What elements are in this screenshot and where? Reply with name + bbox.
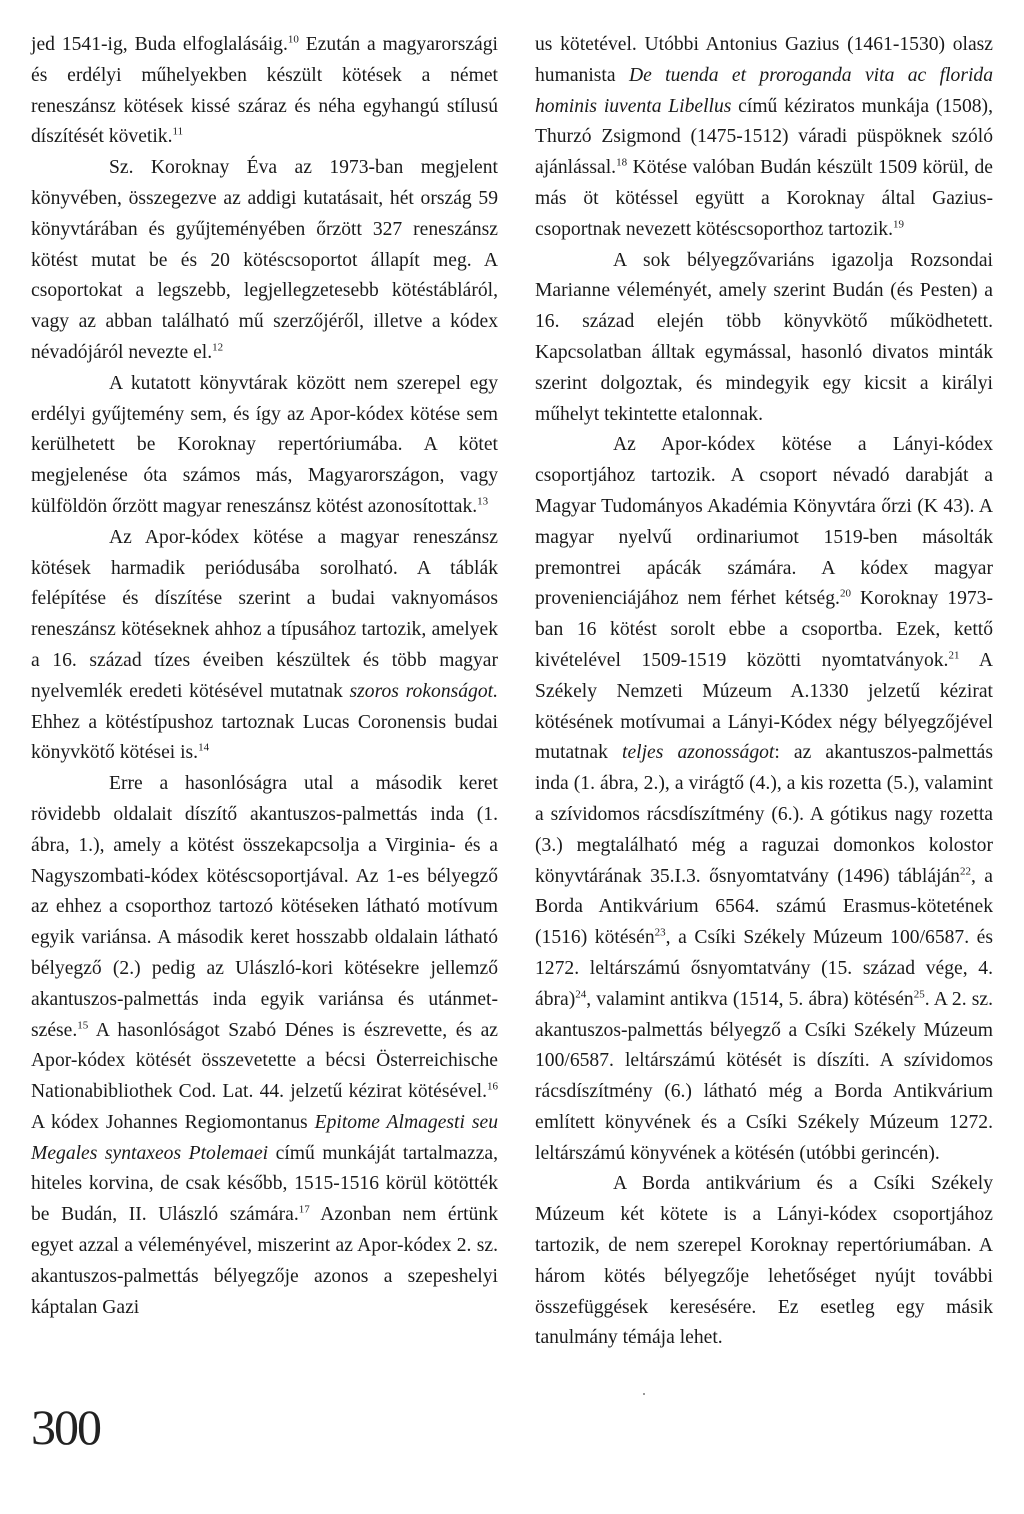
right-column	[535, 30, 993, 1354]
paragraph: A sok bélyegzővariáns igazolja Rozsondai Marianne véleményét, amely szerint Budán (és Pesten) a 16. század elején több könyvkötő működhetett. Kapcsolatban álltak egymással, hasonló divatos minták szerint dolgoztak, és mindegyik egy kicsit a királyi műhelyt tekintette etalonnak.	[535, 249, 993, 425]
page-number: 300	[31, 1399, 100, 1455]
paragraph: A Borda antikvárium és a Csíki Székely Múzeum két kötete is a Lányi-kódex csoportjához tartozik, de nem szerepel Koroknay repertóriumában. A három kötés bélyegzője lehetőséget nyújt további összefüggések keresésére. Ez esetleg egy másik tanulmány témája lehet.	[535, 1173, 993, 1349]
paragraph: Erre a hasonlóságra utal a második keret rövidebb oldalait díszítő akantuszos-palmettás inda (1. ábra, 1.), amely a kötést összekapcsolja a Virginia- és a Nagyszombati-kódex kötéscsoportjával. Az 1-es bélyegző az ehhez a csoporthoz tartozó kötéseken látható motívum egyik variánsa. A második keret hosszabb oldalain látható bélyegző (2.) pedig az Ulászló-kori kötésekre jellemző akantuszos-palmettás inda egyik variánsa és utánmetszése.$^{15}$ A hasonlóságot Szabó Dénes is észrevette, és az Apor-kódex kötését összevetette a bécsi Österreichische Nationabibliothek Cod. Lat. 44. jelzetű kézirat kötésével.$^{16}$ A kódex Johannes Regiomontanus Epitome Almagesti seu Megales syntaxeos Ptolemaei című munkáját tartalmazza, hiteles korvina, de csak később, 1515-1516 körül kötötték be Budán, II. Ulászló számára.$^{17}$ Azonban nem értünk egyet azzal a véleményével, miszerint az Apor-kódex 2. sz. akantuszos-palmettás bélyegzője azonos a szepeshelyi káptalan Gazi	[31, 773, 498, 1318]
paragraph: A kutatott könyvtárak között nem szerepel egy erdélyi gyűjtemény sem, és így az Apor-kódex kötése sem kerülhetett be Koroknay repertóriumába. A kötet megjelenése óta számos más, Magyarországon, vagy külföldön őrzött magyar reneszánsz kötést azonosítottak.$^{13}$	[31, 372, 498, 517]
paragraph: Az Apor-kódex kötése a magyar reneszánsz kötések harmadik periódusába sorolható. A táblák felépítése és díszítése szerint a budai vaknyomásos reneszánsz kötéseknek ahhoz a típusához tartozik, amelyek a 16. század tízes éveiben készültek és több magyar nyelvemlék eredeti kötésével mutatnak szoros rokonságot. Ehhez a kötéstípushoz tartoznak Lucas Coronensis budai könyvkötő kötései is.$^{14}$	[31, 526, 498, 764]
paragraph: Sz. Koroknay Éva az 1973-ban megjelent könyvében, összegezve az addigi kutatásait, hét ország 59 könyvtárában és gyűjteményében őrzött 327 reneszánsz kötést mutat be és 20 kötéscsoportot állapít meg. A csoportokat a legszebb, legjellegzetesebb kötéstábláról, vagy az abban található mű szerzőjéről, illetve a kódex névadójáról nevezte el.$^{12}$	[31, 157, 498, 363]
paragraph: us kötetével. Utóbbi Antonius Gazius (1461-1530) olasz humanista De tuenda et proroganda vita ac florida hominis iuventa Libellus című kéziratos munkája (1508), Thurzó Zsigmond (1475-1512) váradi püspöknek szóló ajánlással.$^{18}$ Kötése valóban Budán készült 1509 körül, de más öt kötéssel együtt a Koroknay által Gazius-csoportnak nevezett kötéscsoporthoz tartozik.$^{19}$	[535, 34, 993, 240]
paragraph: Az Apor-kódex kötése a Lányi-kódex csoportjához tartozik. A csoport névadó darabját a Magyar Tudományos Akadémia Könyvtára őrzi (K 43). A magyar nyelvű ordinariumot 1519-ben másolták premontrei apácák számára. A kódex magyar provenienciájához nem férhet kétség.$^{20}$ Koroknay 1973-ban 16 kötést sorolt ebbe a csoportba. Ezek, kettő kivételével 1509-1519 közötti nyomtatványok.$^{21}$ A Székely Nemzeti Múzeum A.1330 jelzetű kézirat kötésének motívumai a Lányi-Kódex négy bélyegzőjével mutatnak teljes azonosságot: az akantuszos-palmettás inda (1. ábra, 2.), a virágtő (4.), a kis rozetta (5.), valamint a szívidomos rácsdíszítmény (6.). A gótikus nagy rozetta (3.) megtalálható még a raguzai domonkos kolostor könyvtárának 35.I.3. ősnyomtatvány (1496) tábláján$^{22}$, a Borda Antikvárium 6564. számú Erasmus-kötetének (1516) kötésén$^{23}$, a Csíki Székely Múzeum 100/6587. és 1272. leltárszámú ősnyomtatvány (15. század vége, 4. ábra)$^{24}$, valamint antikva (1514, 5. ábra) kötésén$^{25}$. A 2. sz. akantuszos-palmettás bélyegző a Csíki Székely Múzeum 100/6587. leltárszámú kötését is díszíti. A szívidomos rácsdíszítmény (6.) látható még a Borda Antikvárium említett könyvének és a Csíki Székely Múzeum 1272. leltárszámú könyvének a kötésén (utóbbi gerincén).	[535, 434, 994, 1164]
left-column	[31, 30, 498, 1323]
print-speck	[643, 1393, 645, 1395]
paragraph: jed 1541-ig, Buda elfoglalásáig.$^{10}$ Ezután a magyarországi és erdélyi műhelyekben készült kötések a német reneszánsz kötések kissé száraz és néha egyhangú stílusú díszítését követik.$^{11}$	[31, 33, 498, 148]
